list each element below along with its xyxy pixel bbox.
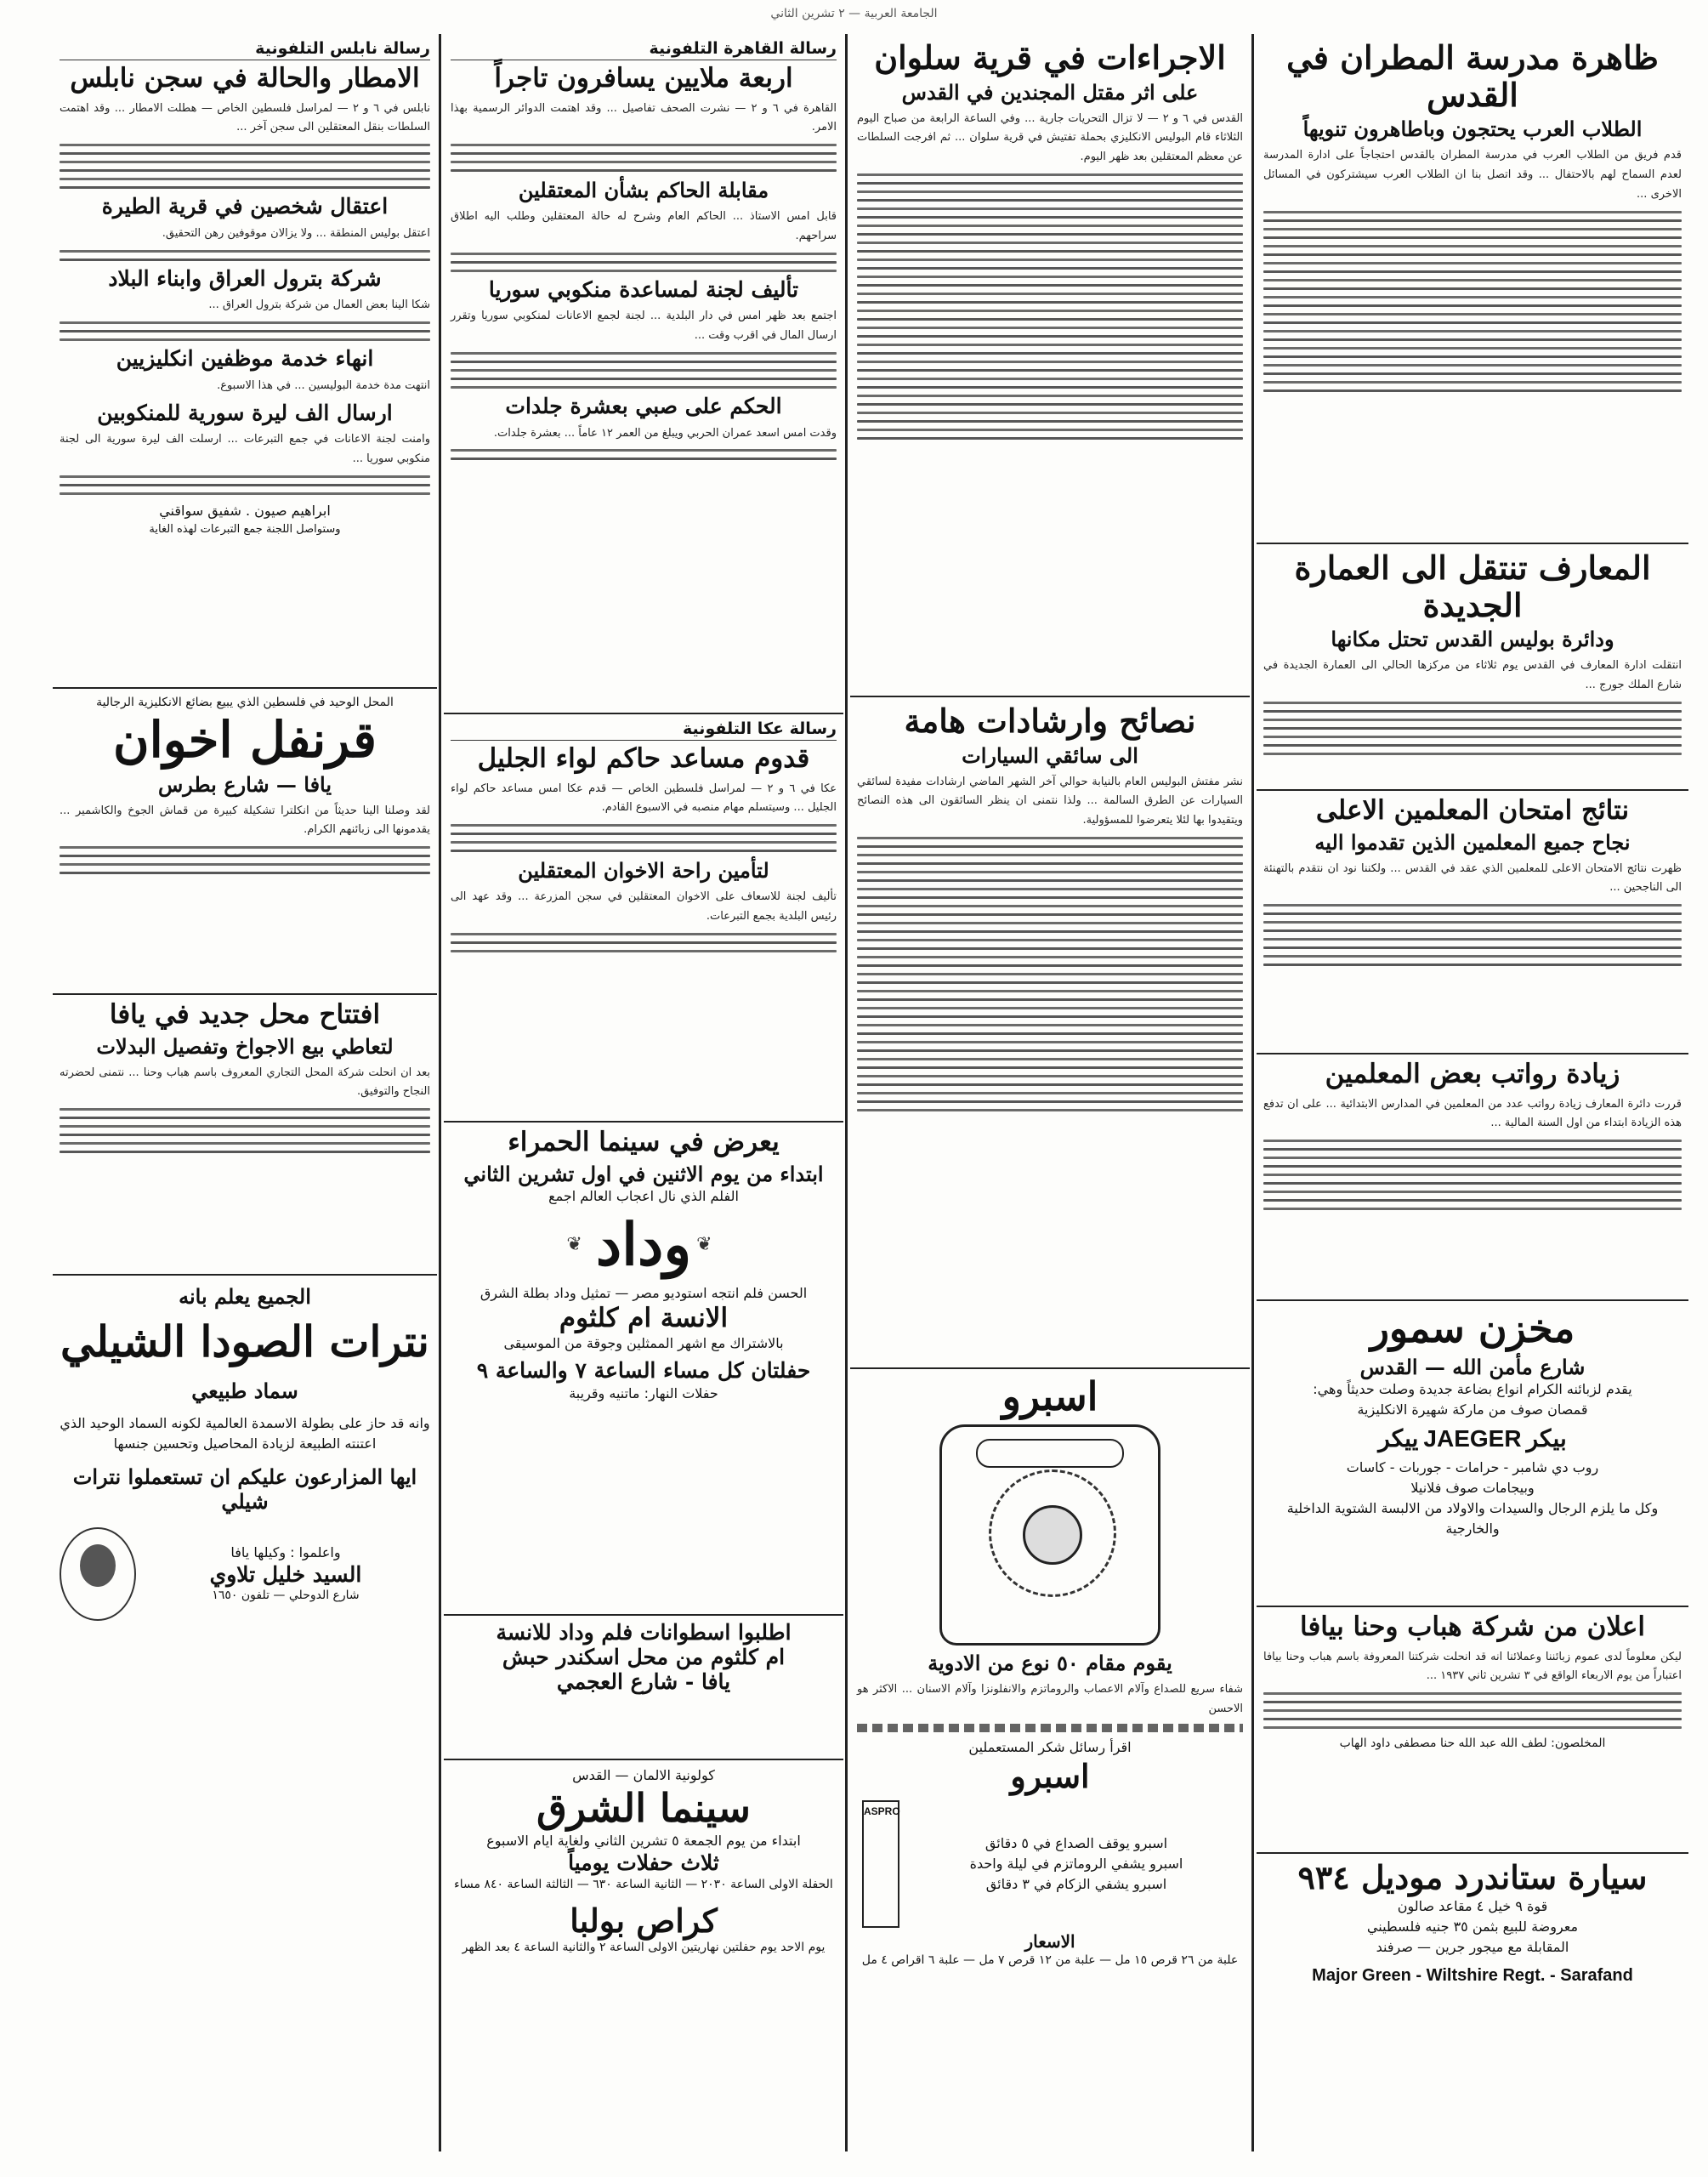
portrait-icon (60, 1527, 136, 1621)
box-label: ASPRO (864, 1805, 900, 1818)
claim: اسبرو يوقف الصداع في ٥ دقائق (985, 1835, 1168, 1852)
ad-line: ابتداء من يوم الجمعة ٥ تشرين الثاني ولغاية ايام الاسبوع (486, 1832, 801, 1849)
ad-body: شفاء سريع للصداع وآلام الاعصاب والروماتزم والانفلونزا وآلام الاسنان ... الاكثر هو الاحسن (857, 1682, 1243, 1715)
column-1 (1257, 34, 1688, 2151)
headline: المعارف تنتقل الى العمارة الجديدة (1294, 549, 1651, 624)
headline: تأليف لجنة لمساعدة منكوبي سوريا (488, 276, 799, 302)
subheadline: لتأمين راحة الاخوان المعتقلين (518, 858, 769, 884)
text-lines (451, 144, 837, 172)
ribbon-icon (976, 1439, 1124, 1468)
prices-title: الاسعار (1024, 1931, 1075, 1952)
address: يافا — شارع بطرس (157, 771, 332, 797)
text-lines (60, 144, 430, 189)
signers: المخلصون: لطف الله عبد الله حنا مصطفى داود الهاب (1339, 1736, 1606, 1751)
aspro-row (857, 1800, 1243, 1928)
headline: قدوم مساعد حاكم لواء الجليل (477, 743, 810, 774)
subheadline: سماد طبيعي (191, 1378, 298, 1403)
names: ابراهيم صيون . شفيق سواقني (159, 502, 331, 519)
column-3 (444, 34, 843, 2151)
section-kicker: رسالة القاهرة التلفونية (451, 39, 837, 60)
article-body: شكا الينا بعض العمال من شركة بترول العراق ... (208, 298, 430, 312)
headline: قرنفل اخوان (113, 711, 377, 769)
text-lines (451, 449, 837, 460)
headline: اسبرو (1010, 1757, 1090, 1796)
ornament-icon: ❦ (566, 1234, 591, 1256)
agent-pre: واعلموا : وكيلها يافا (230, 1543, 341, 1560)
text-lines (1263, 1140, 1682, 1210)
subheadline: نجاح جميع المعلمين الذين تقدموا اليه (1314, 829, 1631, 855)
ad-top: المحل الوحيد في فلسطين الذي يبيع بضائع الانكليزية الرجالية (96, 696, 394, 709)
article-body: نابلس في ٦ و ٢ — لمراسل فلسطين الخاص — هطلت الامطار ... وقد اهتمت السلطات بنقل المعتقلين الى سجن آخر ... (60, 101, 431, 134)
times: الحفلة الاولى الساعة ٢٠٣٠ — الثانية الساعة ٦٣٠ — الثالثة الساعة ٨٤٠ مساء (454, 1877, 833, 1891)
article-body: نشر مفتش البوليس العام بالنيابة حوالي آخر الشهر الماضي ارشادات مفيدة لسائقي السيارات عن الطرق السالمة ... ولذا نتمنى ان ينظر السائقون الى هذه النصائح ويتقيدوا بها لئلا يتعرضوا للمسؤولية. (857, 775, 1243, 827)
text-lines (1263, 702, 1682, 755)
article-body: القدس في ٦ و ٢ — لا تزال التحريات جارية ... وفي الساعة الرابعة من صباح اليوم الثلاثاء قام البوليس الانكليزي بحملة تفتيش في قرية سلوان ... ثم افرجت السلطات عن معظم المعتقلين بعد ظهر اليوم. (857, 111, 1243, 164)
text-lines (1263, 1692, 1682, 1729)
headline: اعلان من شركة هباب وحنا بيافا (1300, 1611, 1645, 1642)
headline: ظاهرة مدرسة المطران في القدس (1286, 38, 1659, 114)
article-body: وامنت لجنة الاعانات في جمع التبرعات ... ارسلت الف ليرة سورية الى لجنة منكوبي سوريا ... (60, 433, 430, 466)
ad-line: معروضة للبيع بثمن ٣٥ جنيه فلسطيني (1366, 1918, 1579, 1935)
section-nablus (53, 34, 437, 689)
ad-chilean-nitrate (53, 1276, 437, 1786)
aspro-box-icon (862, 1800, 899, 1928)
article-maaref (1257, 544, 1688, 791)
article-body: عكا في ٦ و ٢ — لمراسل فلسطين الخاص — قدم عكا امس مساعد حاكم لواء الجليل ... وسيتسلم مهام منصبه في الاسبوع القادم. (451, 782, 837, 815)
ad-alhamra-cinema (444, 1123, 843, 1616)
article-body: وقدت امس اسعد عمران الحربي ويبلغ من العمر ١٢ عاماً ... بعشرة جلدات. (493, 426, 837, 440)
ad-line: الحسن فلم انتجه استوديو مصر — تمثيل وداد بطلة الشرق (479, 1284, 808, 1301)
section-cairo (444, 34, 843, 714)
divider (857, 1724, 1243, 1732)
claim: اسبرو يشفي الروماتزم في ليلة واحدة (969, 1856, 1183, 1873)
article-body: قابل امس الاستاذ ... الحاكم العام وشرح له حالة المعتقلين وطلب اليه اطلاق سراحهم. (451, 210, 837, 242)
ad-records (444, 1616, 843, 1760)
ad-line: حفلات النهار: ماتنيه وقريبة (569, 1385, 718, 1402)
headline: اعتقال شخصين في قرية الطيرة (101, 194, 389, 219)
text-lines (60, 1108, 430, 1153)
text-lines (857, 173, 1243, 440)
claim: اسبرو يشفي الزكام في ٣ دقائق (985, 1876, 1167, 1893)
ad-line: اطلبوا اسطوانات فلم وداد للانسة (496, 1620, 792, 1645)
tablet-icon (1023, 1505, 1082, 1565)
article-driver-advice (850, 697, 1250, 1369)
headline: نتائج امتحان المعلمين الاعلى (1315, 795, 1630, 826)
agent-row (60, 1527, 430, 1621)
ad-aspro (850, 1369, 1250, 2117)
masthead-strip: الجامعة العربية — ٢ تشرين الثاني (770, 7, 938, 20)
ad-habab-notice (1257, 1607, 1688, 1854)
ad-new-shop (53, 995, 437, 1276)
agent-info (141, 1543, 430, 1606)
subheadline: ودائرة بوليس القدس تحتل مكانها (1331, 627, 1614, 652)
subheadline: ابتداء من يوم الاثنين في اول تشرين الثاني (463, 1161, 824, 1186)
text-lines (857, 837, 1243, 1111)
ad-line: المقابلة مع ميجور جرين — صرفند (1376, 1938, 1569, 1955)
subheadline: مقابلة الحاكم بشأن المعتقلين (518, 178, 769, 203)
section-kicker: رسالة عكا التلفونية (451, 719, 837, 741)
article-body: ظهرت نتائج الامتحان الاعلى للمعلمين الذي عقد في القدس ... ولكننا نود ان نتقدم بالتهنئة الى الناجحين ... (1263, 861, 1682, 895)
prices: علبة من ٢٦ قرص ١٥ مل — علبة من ١٢ قرص ٧ مل — علبة ٦ اقراص ٤ مل (861, 1953, 1239, 1968)
headline: الحكم على صبي بعشرة جلدات (505, 393, 782, 418)
headline: الاجراءات في قرية سلوان (874, 38, 1226, 77)
article-silwan (850, 34, 1250, 697)
subheadline: على اثر مقتل المجندين في القدس (901, 79, 1199, 105)
agent-address: شارع الدوحلي — تلفون ١٦٥٠ (212, 1589, 360, 1603)
text-lines (451, 253, 837, 272)
text-lines (1263, 211, 1682, 392)
address: شارع مأمن الله — القدس (1359, 1354, 1586, 1379)
headline: اسبرو (1002, 1373, 1098, 1419)
film-title: وداد (595, 1210, 692, 1279)
ad-karanfil (53, 689, 437, 995)
column-2 (850, 34, 1250, 2151)
colony: كولونية الالمان — القدس (572, 1767, 715, 1783)
shows: ثلاث حفلات يومياً (568, 1850, 719, 1875)
headline: نترات الصودا الشيلي (60, 1316, 429, 1367)
film-title-row (451, 1212, 837, 1278)
article-body: قررت دائرة المعارف زيادة رواتب عدد من المعلمين في المدارس الابتدائية ... على ان تدفع هذه الزيادة ابتداء من اول السنة المالية ... (1263, 1097, 1682, 1130)
article-body: قدم فريق من الطلاب العرب في مدرسة المطران بالقدس احتجاجاً على ادارة المدرسة لعدم السماح لهم بالاحتفال ... وقد اتصل بنا ان الطلاب العرب سيشتركون في المسائل الاخرى ... (1263, 149, 1682, 201)
article-exam-results (1257, 791, 1688, 1054)
headline: مخزن سمور (1370, 1305, 1575, 1351)
footer: وستواصل اللجنة جمع التبرعات لهذه الغاية (149, 522, 341, 536)
article-body: انتقلت ادارة المعارف في القدس يوم ثلاثاء من مركزها الحالي الى العمارة الجديدة في شارع الملك جورج ... (1263, 659, 1682, 692)
article-body: انتهت مدة خدمة البوليسين ... في هذا الاسبوع. (217, 378, 430, 392)
agent-name: السيد خليل تلاوي (209, 1561, 362, 1587)
article-body: اعتقل بوليس المنطقة ... ولا يزالان موقوفين رهن التحقيق. (162, 226, 430, 240)
ad-line: يقوم مقام ٥٠ نوع من الادوية (928, 1650, 1172, 1675)
headline: نصائح وارشادات هامة (904, 702, 1196, 740)
headline: افتتاح محل جديد في يافا (109, 999, 381, 1030)
brand-ar: بيكر (1526, 1424, 1567, 1452)
ad-top: الجميع يعلم بانه (179, 1284, 311, 1309)
headline: اربعة ملايين يسافرون تاجراً (494, 63, 793, 94)
ad-line: يقدم لزبائنه الكرام انواع بضاعة جديدة وصلت حديثاً وهي: (1313, 1380, 1632, 1397)
text-lines (451, 824, 837, 852)
ad-line: قوة ٩ خيل ٤ مقاعد صالون (1397, 1897, 1548, 1914)
section-kicker: رسالة نابلس التلفونية (60, 39, 430, 60)
column-rule (845, 34, 848, 2151)
ad-line: قمصان صوف من ماركة شهيرة الانكليزية (1357, 1401, 1588, 1418)
ad-line: ام كلثوم من محل اسكندر حبش (502, 1644, 786, 1669)
ad-line: اقرأ رسائل شكر المستعملين (968, 1739, 1132, 1756)
ornament-icon: ❦ (696, 1234, 721, 1256)
article-body: ليكن معلوماً لدى عموم زبائننا وعملائنا انه قد انحلت شركتنا المعروفة باسم هباب وحنا بيافا اعتباراً من يوم الاربعاء الواقع في ٣ تشرين ثاني ١٩٣٧ ... (1263, 1650, 1682, 1683)
column-rule (1251, 34, 1254, 2151)
column-rule (439, 34, 441, 2151)
article-body: القاهرة في ٦ و ٢ — نشرت الصحف تفاصيل ... وقد اهتمت الدوائر الرسمية بهذا الامر. (451, 101, 837, 134)
headline: الامطار والحالة في سجن نابلس (70, 63, 420, 94)
article-body: تأليف لجنة للاسعاف على الاخوان المعتقلين في سجن المزرعة ... وقد عهد الى رئيس البلدية بجمع التبرعات. (451, 890, 837, 923)
text-lines (451, 933, 837, 952)
showtimes: حفلتان كل مساء الساعة ٧ والساعة ٩ (476, 1358, 811, 1384)
article-school-protest (1257, 34, 1688, 544)
ad-body: لقد وصلنا الينا حديثاً من انكلترا تشكيلة كبيرة من قماش الجوخ والكاشمير ... يقدمونها الى زبائنهم الكرام. (60, 804, 430, 837)
column-4 (53, 34, 437, 2151)
subheadline: الطلاب العرب يحتجون وباطاهرون تنويهاً (1302, 117, 1643, 142)
subheadline: لتعاطي بيع الاجواخ وتفصيل البدلات (96, 1033, 394, 1059)
aspro-claims (910, 1833, 1243, 1895)
headline: انهاء خدمة موظفين انكليزيين (116, 346, 374, 372)
subheadline: الى سائقي السيارات (962, 742, 1138, 768)
ad-standard-car (1257, 1854, 1688, 2109)
footer: يوم الاحد يوم حفلتين نهاريتين الاولى الساعة ٢ والثانية الساعة ٤ بعد الظهر (462, 1941, 826, 1955)
brand-row (1263, 1425, 1682, 1452)
text-lines (451, 352, 837, 389)
article-body: اجتمع بعد ظهر امس في دار البلدية ... لجنة لجمع الاعانات لمنكوبي سوريا وتقرر ارسال المال في اقرب وقت ... (451, 310, 837, 343)
section-acre (444, 714, 843, 1123)
brand-en: JAEGER (1423, 1424, 1522, 1452)
ad-line: وبيجامات صوف فلانيلا (1410, 1480, 1535, 1497)
star-name: الانسة ام كلثوم (559, 1302, 729, 1333)
headline: ارسال الف ليرة سورية للمنكوبين (97, 400, 393, 425)
ad-smour-store (1257, 1301, 1688, 1607)
article-body: بعد ان انحلت شركة المحل التجاري المعروف باسم هباب وحنا ... نتمنى لحضرته النجاح والتوفيق. (60, 1066, 430, 1099)
ad-line: يافا - شارع العجمي (556, 1668, 731, 1694)
film-title: كراص بولبا (570, 1901, 718, 1940)
text-lines (60, 321, 430, 341)
ad-line: روب دي شامبر - حرامات - جوربات - كاسات (1346, 1459, 1599, 1476)
text-lines (60, 475, 430, 495)
text-lines (60, 846, 430, 874)
brand-ar2: ييكر (1378, 1424, 1419, 1452)
english-line: Major Green - Wiltshire Regt. - Sarafand (1312, 1965, 1633, 1985)
ad-line: الفلم الذي نال اعجاب العالم اجمع (548, 1187, 739, 1204)
ad-sharq-cinema (444, 1760, 843, 2134)
call-to-action: ايها المزارعون عليكم ان تستعملوا نترات شيلي (72, 1464, 417, 1514)
text-lines (1263, 904, 1682, 966)
headline: شركة بترول العراق وابناء البلاد (108, 265, 382, 291)
headline: يعرض في سينما الحمراء (508, 1127, 780, 1157)
ad-body: وانه قد حاز على بطولة الاسمدة العالمية لكونه السماد الوحيد الذي اعتنته الطبيعة لزيادة المحاصيل وتحسين جنسها (60, 1414, 430, 1452)
article-teacher-salary (1257, 1054, 1688, 1301)
headline: سيارة ستاندرد موديل ٩٣٤ (1297, 1858, 1648, 1896)
ad-line: بالاشتراك مع اشهر الممثلين وجوقة من الموسيقى (503, 1335, 784, 1352)
headline: سينما الشرق (536, 1785, 751, 1831)
aspro-illustration (939, 1424, 1160, 1646)
ad-line: وكل ما يلزم الرجال والسيدات والاولاد من الالبسة الشتوية الداخلية والخارجية (1286, 1500, 1659, 1538)
text-lines (60, 250, 430, 261)
headline: زيادة رواتب بعض المعلمين (1325, 1059, 1620, 1089)
